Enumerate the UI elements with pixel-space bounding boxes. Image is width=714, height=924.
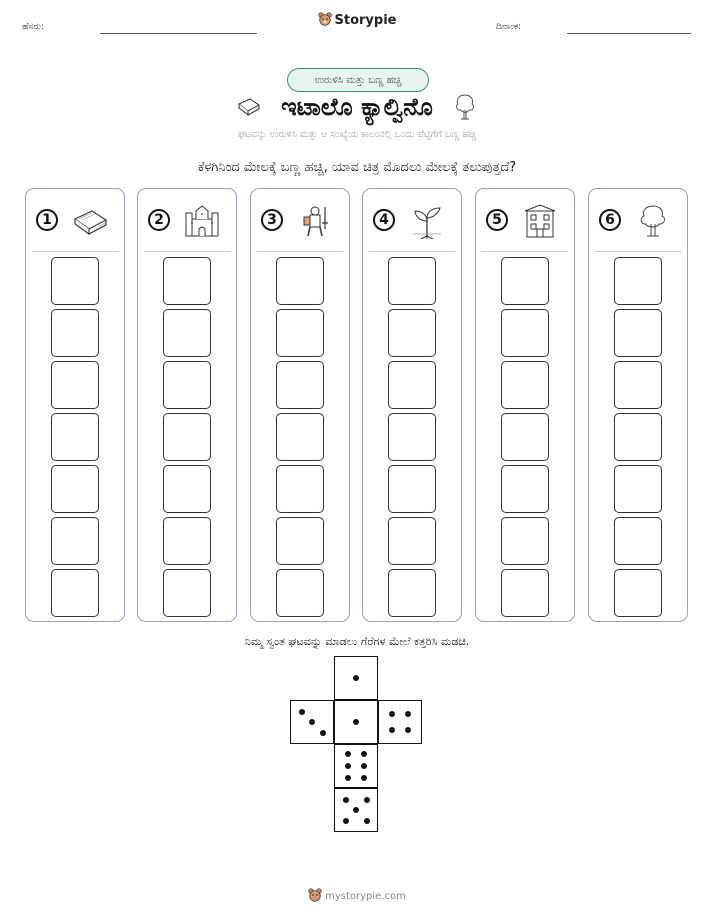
color-box[interactable] (614, 257, 662, 305)
column-1 (25, 188, 125, 622)
dice-pip (361, 775, 367, 781)
dice-instruction: ನಿಮ್ಮ ಸ್ವಂತ ಘಟವನ್ನು ಮಾಡಲು ಗೆರೆಗಳ ಮೇಲೆ ಕತ್ತರಿಸಿ ಮಡಚಿ. (244, 635, 470, 648)
column-number: 3 (261, 209, 283, 231)
column-4 (362, 188, 462, 622)
dice-face-5 (334, 788, 378, 832)
dice-pip (361, 751, 367, 757)
building-icon (520, 203, 560, 239)
dice-pip (405, 711, 411, 717)
dice-pip (345, 775, 351, 781)
color-box[interactable] (276, 257, 324, 305)
bear-icon (318, 12, 332, 26)
instructions-subtitle: ಘಟವನ್ನು ಉರುಳಿಸಿ ಮತ್ತು ಆ ಸಂಖ್ಯೆಯ ಕಾಲಂನಲ್ಲಿ ಒಂದು ಪೆಟ್ಟಿಗೆಗೆ ಬಣ್ಣ ಹಚ್ಚಿ (237, 129, 477, 140)
date-line[interactable] (567, 33, 691, 34)
dice-pip (389, 727, 395, 733)
bear-icon (308, 888, 322, 902)
color-box[interactable] (388, 465, 436, 513)
column-divider (257, 251, 343, 252)
color-box[interactable] (614, 569, 662, 617)
tree-icon (452, 92, 478, 122)
dice-pip (405, 727, 411, 733)
color-box[interactable] (276, 309, 324, 357)
activity-pill: ಉರುಳಿಸಿ ಮತ್ತು ಬಣ್ಣ ಹಚ್ಚಿ (287, 68, 429, 92)
column-2 (137, 188, 237, 622)
column-6 (588, 188, 688, 622)
column-number: 1 (36, 209, 58, 231)
color-box[interactable] (51, 569, 99, 617)
color-box[interactable] (388, 517, 436, 565)
color-box[interactable] (614, 361, 662, 409)
color-box[interactable] (51, 309, 99, 357)
dice-pip (320, 730, 326, 736)
dice-pip (345, 751, 351, 757)
dice-face-6 (334, 744, 378, 788)
color-box[interactable] (51, 517, 99, 565)
color-box[interactable] (276, 361, 324, 409)
book-icon (70, 203, 110, 239)
color-box[interactable] (163, 309, 211, 357)
dice-pip (343, 818, 349, 824)
knight-icon (295, 203, 335, 239)
column-divider (32, 251, 118, 252)
column-divider (144, 251, 230, 252)
brand-name: Storypie (334, 13, 397, 28)
color-box[interactable] (163, 361, 211, 409)
tree-icon (633, 203, 673, 239)
dice-pip (343, 797, 349, 803)
footer (0, 888, 714, 902)
dice-pip (353, 675, 359, 681)
dice-pip (353, 719, 359, 725)
date-label: ದಿನಾಂಕ: (496, 22, 522, 32)
color-box[interactable] (501, 309, 549, 357)
color-box[interactable] (163, 569, 211, 617)
name-label: ಹೆಸರು: (22, 22, 45, 32)
color-box[interactable] (388, 413, 436, 461)
color-box[interactable] (501, 257, 549, 305)
color-box[interactable] (51, 413, 99, 461)
dice-face-1 (334, 656, 378, 700)
dice-pip (364, 797, 370, 803)
color-box[interactable] (388, 569, 436, 617)
dice-face-4 (378, 700, 422, 744)
dice-pip (361, 763, 367, 769)
column-divider (595, 251, 681, 252)
book-icon (236, 96, 262, 118)
color-box[interactable] (388, 361, 436, 409)
dice-pip (309, 719, 315, 725)
footer-url: mystorypie.com (325, 891, 406, 902)
color-box[interactable] (276, 517, 324, 565)
sprout-icon (407, 203, 447, 239)
color-box[interactable] (501, 569, 549, 617)
color-box[interactable] (501, 465, 549, 513)
column-3 (250, 188, 350, 622)
color-box[interactable] (614, 413, 662, 461)
color-box[interactable] (388, 257, 436, 305)
color-box[interactable] (51, 465, 99, 513)
column-number: 6 (599, 209, 621, 231)
column-5 (475, 188, 575, 622)
dice-pip (353, 807, 359, 813)
color-box[interactable] (501, 413, 549, 461)
dice-pip (389, 711, 395, 717)
color-box[interactable] (501, 361, 549, 409)
color-box[interactable] (276, 569, 324, 617)
column-number: 5 (486, 209, 508, 231)
color-box[interactable] (51, 257, 99, 305)
column-divider (369, 251, 455, 252)
color-box[interactable] (51, 361, 99, 409)
color-box[interactable] (276, 465, 324, 513)
color-box[interactable] (614, 517, 662, 565)
column-number: 4 (373, 209, 395, 231)
dice-face-1 (334, 700, 378, 744)
page-title: ಇಟಾಲೊ ಕ್ಯಾಲ್ವಿನೊ (281, 93, 433, 121)
dice-pip (364, 818, 370, 824)
color-box[interactable] (388, 309, 436, 357)
title-row (0, 92, 714, 122)
color-box[interactable] (501, 517, 549, 565)
question-text: ಕೆಳಗಿನಿಂದ ಮೇಲಕ್ಕೆ ಬಣ್ಣ ಹಚ್ಚಿ, ಯಾವ ಚಿತ್ರ ಮೊದಲು ಮೇಲಕ್ಕೆ ತಲುಪುತ್ತದೆ? (197, 160, 517, 175)
color-box[interactable] (614, 465, 662, 513)
color-box[interactable] (163, 257, 211, 305)
name-line[interactable] (100, 33, 257, 34)
color-box[interactable] (163, 465, 211, 513)
color-box[interactable] (276, 413, 324, 461)
castle-icon (182, 203, 222, 239)
color-box[interactable] (614, 309, 662, 357)
column-divider (482, 251, 568, 252)
dice-pip (299, 709, 305, 715)
color-box[interactable] (163, 517, 211, 565)
brand-logo (0, 12, 714, 28)
dice-face-3 (290, 700, 334, 744)
column-number: 2 (148, 209, 170, 231)
color-box[interactable] (163, 413, 211, 461)
dice-pip (345, 763, 351, 769)
